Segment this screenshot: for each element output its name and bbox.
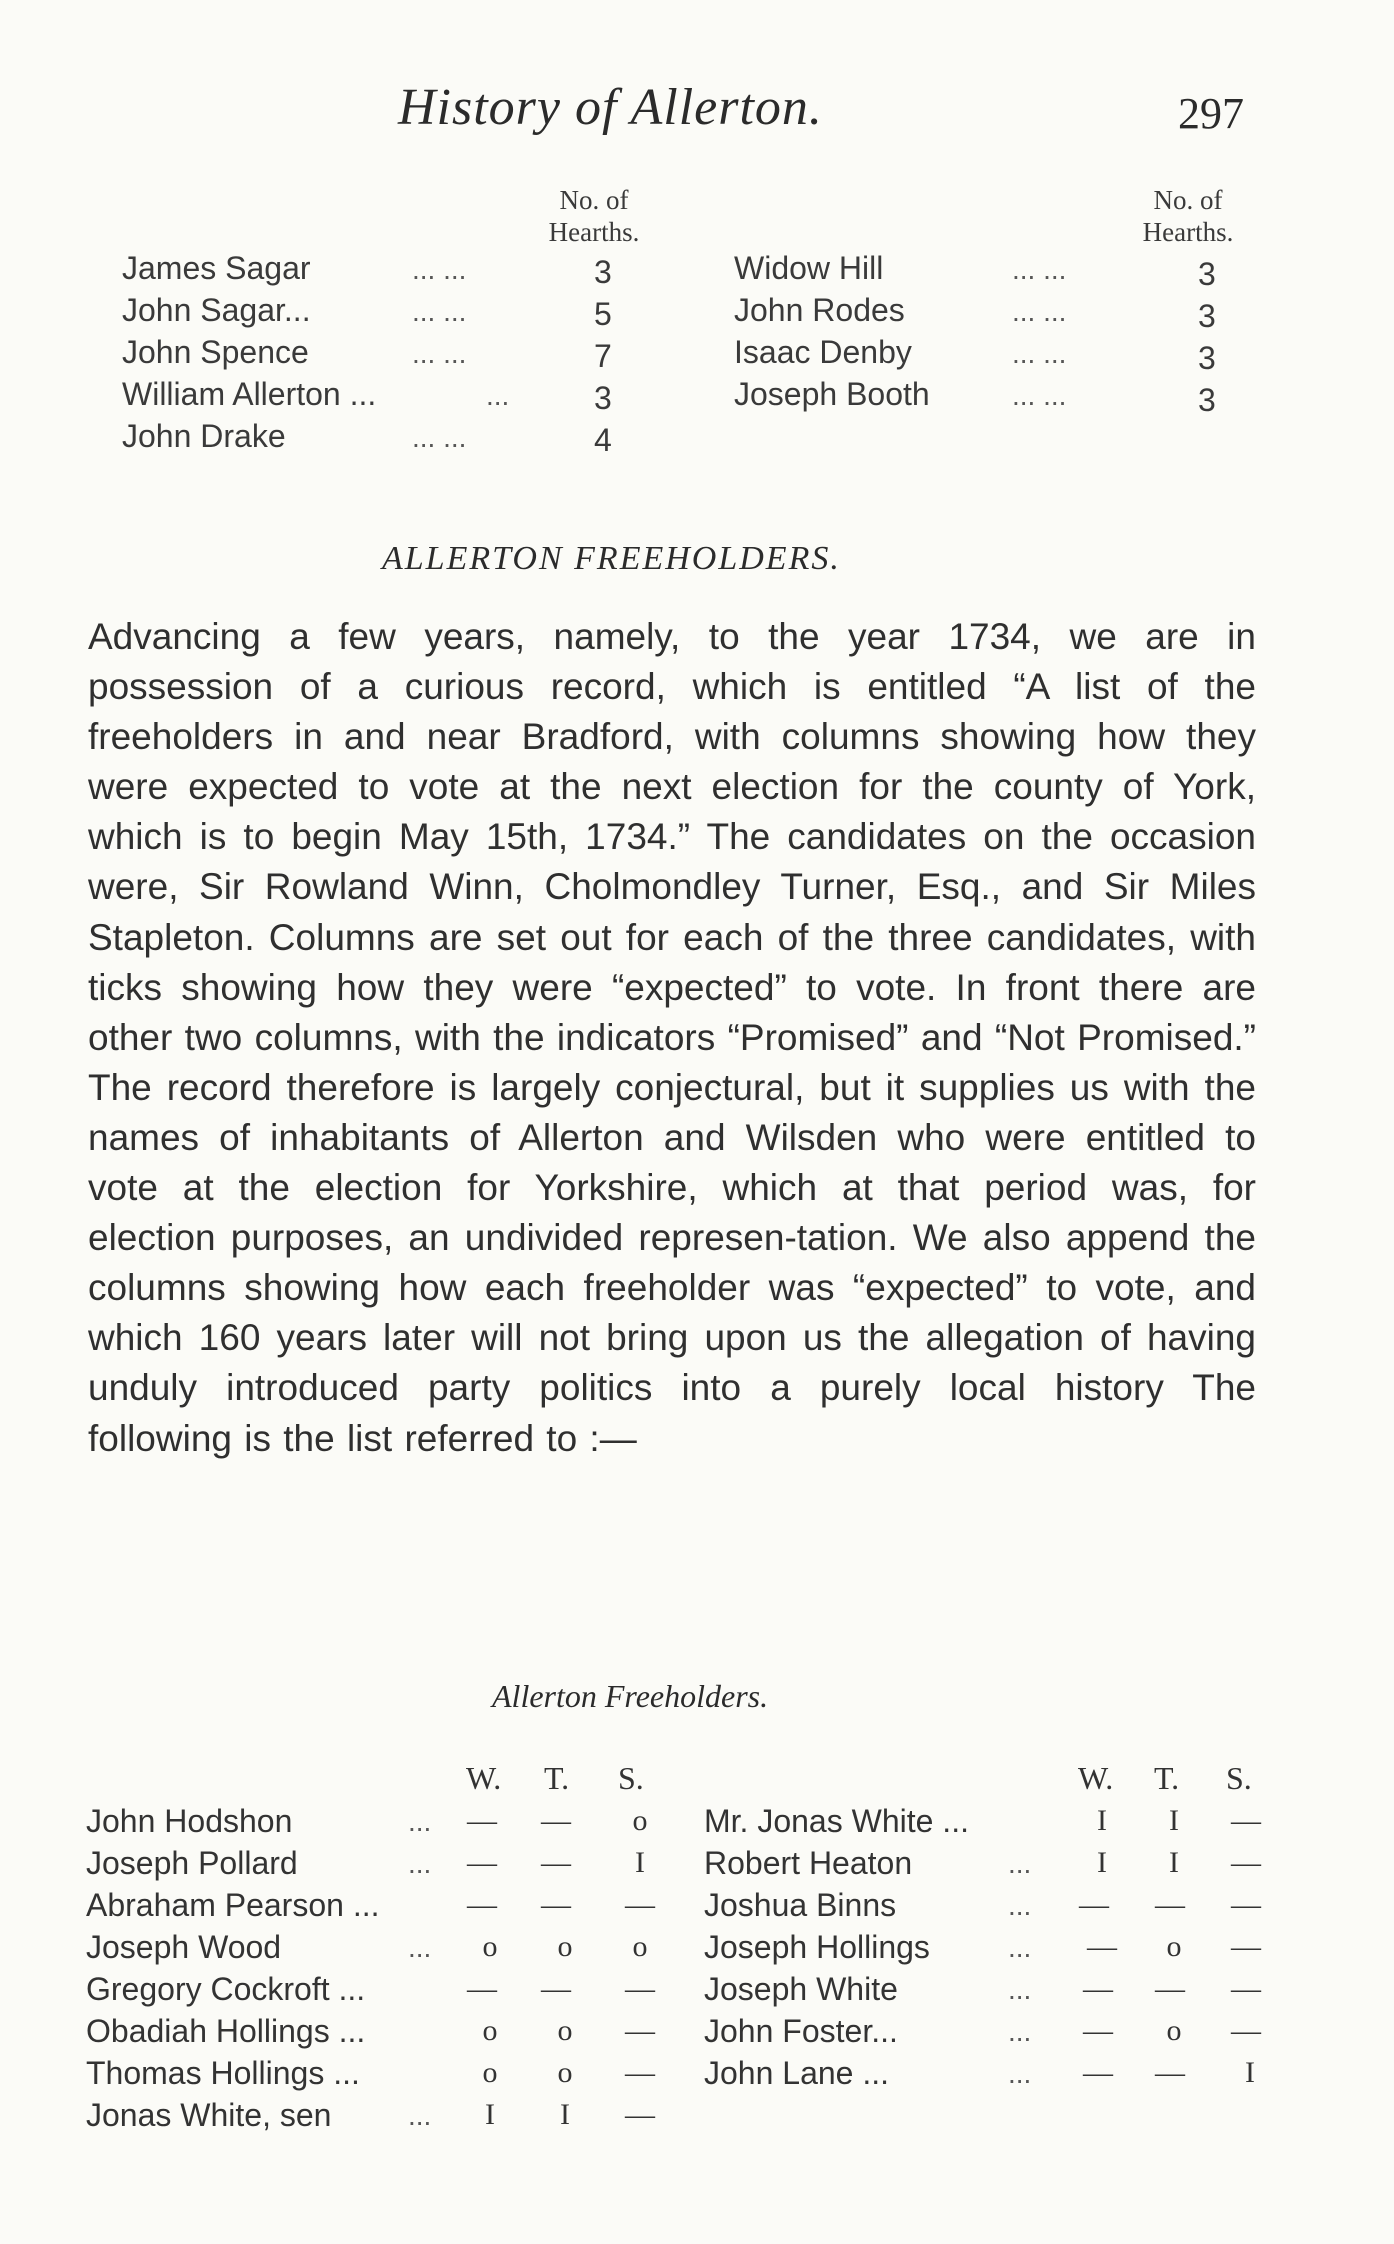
- vote-mark-t: —: [541, 1846, 571, 1879]
- hearth-count: 3: [1198, 298, 1216, 334]
- freeholders-subtitle: Allerton Freeholders.: [492, 1678, 769, 1714]
- hearth-name: James Sagar: [122, 250, 311, 286]
- hearth-name: Widow Hill: [734, 250, 884, 286]
- dot-leader: ... ...: [1012, 296, 1067, 327]
- vote-mark-w: I: [1097, 1846, 1107, 1879]
- vote-mark-t: o: [557, 2056, 573, 2089]
- running-head-title: History of Allerton.: [398, 79, 823, 136]
- freeholder-name: Abraham Pearson ...: [86, 1887, 380, 1923]
- hearth-name: Joseph Booth: [734, 376, 930, 412]
- vote-mark-s: I: [1245, 2056, 1255, 2089]
- column-heading-t: T.: [544, 1760, 570, 1796]
- vote-mark-w: —: [1079, 1888, 1109, 1921]
- freeholder-name: Joseph Hollings: [704, 1929, 930, 1965]
- vote-mark-w: —: [467, 1972, 497, 2005]
- vote-mark-s: o: [632, 1804, 648, 1837]
- vote-mark-s: —: [625, 1888, 655, 1921]
- vote-mark-t: o: [1166, 1930, 1182, 1963]
- freeholder-name: Joseph Wood: [86, 1929, 282, 1965]
- freeholder-name: Mr. Jonas White ...: [704, 1803, 969, 1839]
- vote-mark-t: —: [1155, 1888, 1185, 1921]
- dot-leader: ... ...: [412, 296, 467, 327]
- dot-leader: ...: [1008, 1974, 1032, 2005]
- column-heading-t: T.: [1154, 1760, 1180, 1796]
- vote-mark-t: I: [1169, 1846, 1179, 1879]
- vote-mark-s: —: [625, 2056, 655, 2089]
- vote-mark-s: —: [1231, 1888, 1261, 1921]
- freeholder-name: Jonas White, sen: [86, 2097, 332, 2133]
- vote-mark-t: o: [557, 2014, 573, 2047]
- vote-mark-w: o: [482, 2014, 498, 2047]
- hearth-count: 5: [594, 296, 612, 332]
- dot-leader: ...: [408, 1932, 432, 1963]
- hearth-count: 3: [1198, 340, 1216, 376]
- freeholder-name: Robert Heaton: [704, 1845, 913, 1881]
- hearth-name: John Sagar...: [122, 292, 311, 328]
- vote-mark-w: —: [1083, 2056, 1113, 2089]
- freeholder-name: Joshua Binns: [704, 1887, 897, 1923]
- vote-mark-t: —: [1155, 2056, 1185, 2089]
- hearth-count: 3: [1198, 256, 1216, 292]
- freeholder-name: John Foster...: [704, 2013, 898, 2049]
- vote-mark-s: —: [1231, 2014, 1261, 2047]
- vote-mark-s: —: [1231, 1972, 1261, 2005]
- vote-mark-s: —: [1231, 1846, 1261, 1879]
- vote-mark-w: o: [482, 2056, 498, 2089]
- hearth-name: John Rodes: [734, 292, 905, 328]
- freeholder-name: Thomas Hollings ...: [86, 2055, 360, 2091]
- dot-leader: ...: [408, 1848, 432, 1879]
- hearth-name: William Allerton ...: [122, 376, 377, 412]
- freeholder-name: Obadiah Hollings ...: [86, 2013, 366, 2049]
- column-heading-w: W.: [1078, 1760, 1114, 1796]
- dot-leader: ... ...: [1012, 380, 1067, 411]
- vote-mark-s: o: [632, 1930, 648, 1963]
- hearth-count: 4: [594, 422, 612, 458]
- hearth-count: 3: [594, 254, 612, 290]
- hearths-heading-line1: No. of: [559, 185, 629, 215]
- vote-mark-t: o: [557, 1930, 573, 1963]
- dot-leader: ...: [408, 1806, 432, 1837]
- vote-mark-t: I: [560, 2098, 570, 2131]
- dot-leader: ...: [1008, 1890, 1032, 1921]
- vote-mark-w: —: [467, 1846, 497, 1879]
- section-title: ALLERTON FREEHOLDERS.: [382, 540, 841, 577]
- vote-mark-s: —: [1231, 1930, 1261, 1963]
- hearths-heading-left: [534, 184, 654, 248]
- hearth-count: 3: [1198, 382, 1216, 418]
- dot-leader: ... ...: [412, 338, 467, 369]
- body-paragraph: Advancing a few years, namely, to the year 1734, we are in possession of a curious record, which is entitled “A list of the freeholders in and near Bradford, with columns showing how they were expected to vote at the next election for the county of York, which is to begin May 15th, 1734.” The candidates on the occasion were, Sir Rowland Winn, Cholmondley Turner, Esq., and Sir Miles Stapleton. Columns are set out for each of the three candidates, with ticks showing how they were “expected” to vote. In front there are other two columns, with the indicators “Promised” and “Not Promised.” The record therefore is largely conjectural, but it supplies us with the names of inhabitants of Allerton and Wilsden who were entitled to vote at the election for Yorkshire, which at that period was, for election purposes, an undivided represen-tation. We also append the columns showing how each freeholder was “expected” to vote, and which 160 years later will not bring upon us the allegation of having unduly introduced party politics into a purely local history The following is the list referred to :—: [88, 616, 1256, 1459]
- hearths-heading-line2: Hearths.: [1142, 217, 1234, 247]
- freeholder-name: Gregory Cockroft ...: [86, 1971, 366, 2007]
- vote-mark-s: —: [625, 1972, 655, 2005]
- vote-mark-t: —: [541, 1804, 571, 1837]
- dot-leader: ...: [408, 2100, 432, 2131]
- vote-mark-w: —: [467, 1888, 497, 1921]
- hearths-heading-right: [1128, 184, 1248, 248]
- vote-mark-w: —: [1083, 2014, 1113, 2047]
- dot-leader: ... ...: [1012, 254, 1067, 285]
- vote-mark-w: I: [1097, 1804, 1107, 1837]
- freeholder-name: Joseph Pollard: [86, 1845, 298, 1881]
- hearth-count: 7: [594, 338, 612, 374]
- vote-mark-w: —: [1087, 1930, 1117, 1963]
- hearth-count: 3: [594, 380, 612, 416]
- vote-mark-t: I: [1169, 1804, 1179, 1837]
- dot-leader: ... ...: [412, 254, 467, 285]
- column-heading-s: S.: [618, 1760, 644, 1796]
- column-heading-s: S.: [1226, 1760, 1252, 1796]
- column-heading-w: W.: [466, 1760, 502, 1796]
- vote-mark-t: —: [1155, 1972, 1185, 2005]
- dot-leader: ...: [1008, 2016, 1032, 2047]
- vote-mark-w: I: [485, 2098, 495, 2131]
- hearths-heading-line2: Hearths.: [548, 217, 640, 247]
- freeholder-name: John Lane ...: [704, 2055, 890, 2091]
- page-number: 297: [1178, 89, 1244, 138]
- vote-mark-w: o: [482, 1930, 498, 1963]
- vote-mark-s: I: [635, 1846, 645, 1879]
- dot-leader: ...: [486, 380, 510, 411]
- vote-mark-s: —: [625, 2014, 655, 2047]
- vote-mark-t: —: [541, 1972, 571, 2005]
- vote-mark-s: —: [1231, 1804, 1261, 1837]
- hearth-name: John Spence: [122, 334, 309, 370]
- vote-mark-s: —: [625, 2098, 655, 2131]
- dot-leader: ... ...: [1012, 338, 1067, 369]
- freeholder-name: John Hodshon: [86, 1803, 293, 1839]
- hearths-heading-line1: No. of: [1153, 185, 1223, 215]
- hearth-name: Isaac Denby: [734, 334, 912, 370]
- vote-mark-w: —: [1083, 1972, 1113, 2005]
- dot-leader: ...: [1008, 1932, 1032, 1963]
- vote-mark-t: —: [541, 1888, 571, 1921]
- dot-leader: ...: [1008, 2058, 1032, 2089]
- vote-mark-t: o: [1166, 2014, 1182, 2047]
- freeholder-name: Joseph White: [704, 1971, 898, 2007]
- hearth-name: John Drake: [122, 418, 286, 454]
- vote-mark-w: —: [467, 1804, 497, 1837]
- dot-leader: ... ...: [412, 422, 467, 453]
- dot-leader: ...: [1008, 1848, 1032, 1879]
